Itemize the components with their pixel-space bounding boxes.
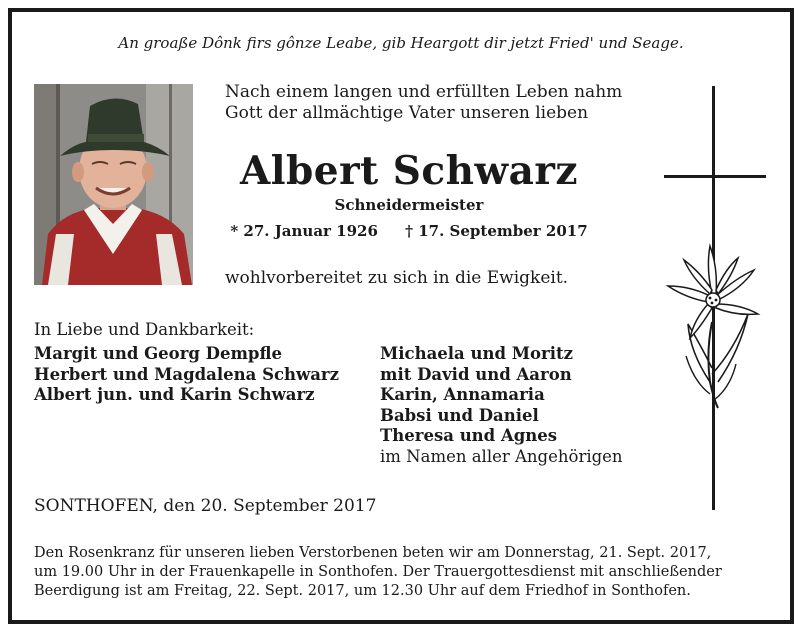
deceased-profession: Schneidermeister — [334, 196, 484, 214]
motto: An groaße Dônk firs gônze Leabe, gib Heargott dir jetzt Fried' und Seage. — [118, 34, 684, 52]
mourners-closing: im Namen aller Angehörigen — [380, 446, 623, 466]
intro-text — [225, 82, 622, 124]
mourners-heading: In Liebe und Dankbarkeit: — [34, 320, 255, 339]
notice-line-1: Den Rosenkranz für unseren lieben Verstorbenen beten wir am Donnerstag, 21. Sept. 2017, — [34, 545, 712, 561]
outro-text: wohlvorbereitet zu sich in die Ewigkeit. — [225, 268, 569, 288]
life-dates — [225, 222, 593, 240]
deceased-name: Albert Schwarz — [239, 148, 579, 194]
intro-line-2: Gott der allmächtige Vater unseren lieben — [225, 103, 589, 123]
death-date: † 17. September 2017 — [405, 222, 588, 240]
obituary-card — [8, 8, 794, 624]
mourner-entry: Albert jun. und Karin Schwarz — [34, 385, 315, 404]
mourners-left-column — [34, 344, 339, 406]
mourner-entry: Margit und Georg Dempfle — [34, 344, 282, 363]
service-notice — [34, 544, 774, 601]
birth-date: * 27. Januar 1926 — [230, 222, 378, 240]
intro-line-1: Nach einem langen und erfüllten Leben nahm — [225, 82, 623, 102]
notice-line-2: um 19.00 Uhr in der Frauenkapelle in Sonthofen. Der Trauergottesdienst mit anschließender — [34, 564, 722, 580]
portrait-photo — [34, 84, 193, 285]
cross-edelweiss-icon — [660, 82, 770, 514]
mourner-entry: Karin, Annamaria — [380, 385, 545, 404]
mourner-entry: Michaela und Moritz — [380, 344, 573, 363]
mourner-entry: Babsi und Daniel — [380, 405, 539, 425]
mourner-entry: mit David und Aaron — [380, 364, 572, 384]
place-date: SONTHOFEN, den 20. September 2017 — [34, 496, 377, 516]
portrait-image — [34, 84, 193, 285]
notice-line-3: Beerdigung ist am Freitag, 22. Sept. 2017, um 12.30 Uhr auf dem Friedhof in Sonthofen. — [34, 583, 691, 599]
mourner-entry: Herbert und Magdalena Schwarz — [34, 364, 339, 384]
mourners-right-column — [380, 344, 623, 467]
mourner-entry: Theresa und Agnes — [380, 426, 558, 445]
